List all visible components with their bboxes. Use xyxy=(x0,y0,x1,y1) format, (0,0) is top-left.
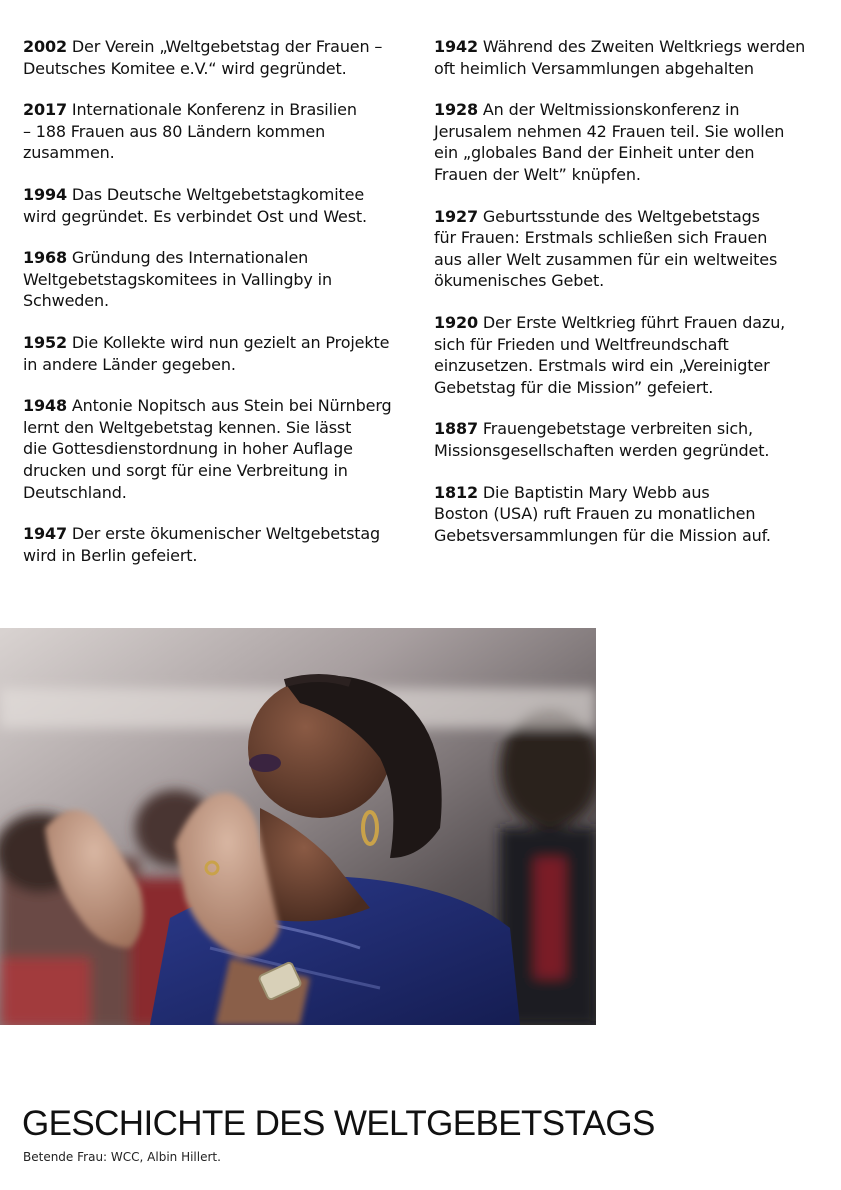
timeline-text: Internationale Konferenz in Brasilien – 188 Frauen aus 80 Ländern kommen zusammen. xyxy=(23,100,357,163)
timeline-text: Der erste ökumenischer Weltgebetstag wird in Berlin gefeiert. xyxy=(23,524,381,565)
timeline-text: Antonie Nopitsch aus Stein bei Nürnberg lernt den Weltgebetstag kennen. Sie lässt die Gottesdienstordnung in hoher Auflage drucken und sorgt für eine Verbreitung in Deutschland. xyxy=(23,396,392,502)
timeline-year: 1942 xyxy=(434,37,478,56)
timeline-year: 1887 xyxy=(434,419,478,439)
timeline-entry xyxy=(23,332,418,375)
timeline-text: Das Deutsche Weltgebetstagkomitee wird gegründet. Es verbindet Ost und West. xyxy=(23,184,367,226)
timeline-text: Die Baptistin Mary Webb aus Boston (USA) ruft Frauen zu monatlichen Gebetsversammlungen für die Mission auf. xyxy=(434,482,771,545)
timeline-entry xyxy=(23,523,418,566)
praying-woman-photo xyxy=(0,628,596,1025)
timeline-column-right xyxy=(434,36,829,566)
timeline-year: 1812 xyxy=(434,482,478,502)
timeline-text: Der Erste Weltkrieg führt Frauen dazu, sich für Frieden und Weltfreundschaft einzusetzen. Erstmals wird ein „Vereinigter Gebetstag für die Mission” gefeiert. xyxy=(434,312,786,397)
timeline-year: 1920 xyxy=(434,312,478,332)
timeline-text: Frauengebetstage verbreiten sich, Missionsgesellschaften werden gegründet. xyxy=(434,419,770,460)
page-title: GESCHICHTE DES WELTGEBETSTAGS xyxy=(22,1104,655,1143)
timeline-entry xyxy=(23,395,418,503)
timeline-entry xyxy=(434,206,829,292)
timeline-entry xyxy=(23,99,418,164)
timeline-text: An der Weltmissionskonferenz in Jerusalem nehmen 42 Frauen teil. Sie wollen ein „globales Band der Einheit unter den Frauen der Welt” knüpfen. xyxy=(434,100,785,184)
timeline-year: 2017 xyxy=(23,100,67,120)
timeline-text: Der Verein „Weltgebetstag der Frauen – Deutsches Komitee e.V.“ wird gegründet. xyxy=(23,37,383,78)
timeline-entry xyxy=(23,184,418,227)
timeline-year: 1928 xyxy=(434,100,478,120)
timeline-entry xyxy=(434,312,829,398)
timeline-year: 2002 xyxy=(23,37,67,56)
timeline-entry xyxy=(434,418,829,461)
timeline-text: Gründung des Internationalen Weltgebetstagskomitees in Vallingby in Schweden. xyxy=(23,248,332,311)
timeline-entry xyxy=(434,99,829,185)
timeline-entry xyxy=(434,36,829,79)
timeline-year: 1968 xyxy=(23,248,67,268)
photo-credit: Betende Frau: WCC, Albin Hillert. xyxy=(23,1150,221,1164)
timeline-entry xyxy=(23,247,418,312)
timeline-entry xyxy=(23,36,418,79)
timeline-year: 1948 xyxy=(23,396,67,416)
timeline-year: 1994 xyxy=(23,184,67,204)
timeline-year: 1927 xyxy=(434,206,478,226)
timeline-text: Geburtsstunde des Weltgebetstags für Frauen: Erstmals schließen sich Frauen aus aller Welt zusammen für ein weltweites ökumenisches Gebet. xyxy=(434,206,778,291)
timeline-year: 1947 xyxy=(23,524,67,544)
timeline-entry xyxy=(434,482,829,547)
timeline-year: 1952 xyxy=(23,332,67,352)
timeline-column-left xyxy=(23,36,418,586)
timeline-text: Die Kollekte wird nun gezielt an Projekte in andere Länder gegeben. xyxy=(23,332,390,374)
timeline-text: Während des Zweiten Weltkriegs werden oft heimlich Versammlungen abgehalten xyxy=(434,37,806,78)
